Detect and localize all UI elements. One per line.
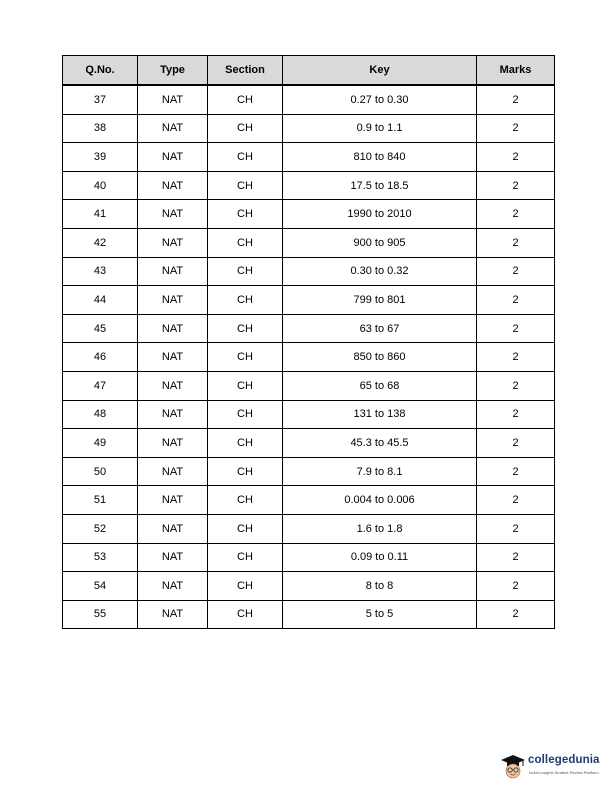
cell-key: 8 to 8 — [283, 572, 477, 601]
brand-name: collegedunia — [528, 754, 600, 766]
cell-qno: 53 — [63, 543, 138, 572]
header-type: Type — [138, 56, 208, 86]
cell-qno: 47 — [63, 371, 138, 400]
table-row — [63, 572, 555, 601]
table-row — [63, 257, 555, 286]
brand-logo-block — [498, 752, 610, 782]
cell-type: NAT — [138, 200, 208, 229]
table-row — [63, 171, 555, 200]
cell-type: NAT — [138, 114, 208, 143]
table-row — [63, 486, 555, 515]
cell-qno: 38 — [63, 114, 138, 143]
cell-section: CH — [208, 314, 283, 343]
cell-marks: 2 — [477, 457, 555, 486]
table-row — [63, 228, 555, 257]
cell-section: CH — [208, 114, 283, 143]
table-row — [63, 143, 555, 172]
table-row — [63, 286, 555, 315]
table-row — [63, 457, 555, 486]
cell-key: 45.3 to 45.5 — [283, 429, 477, 458]
table-row — [63, 600, 555, 629]
table-row — [63, 85, 555, 114]
cell-marks: 2 — [477, 400, 555, 429]
cell-type: NAT — [138, 400, 208, 429]
cell-section: CH — [208, 143, 283, 172]
cell-qno: 49 — [63, 429, 138, 458]
cell-section: CH — [208, 228, 283, 257]
cell-section: CH — [208, 257, 283, 286]
cell-marks: 2 — [477, 200, 555, 229]
cell-marks: 2 — [477, 371, 555, 400]
table-row — [63, 514, 555, 543]
cell-type: NAT — [138, 543, 208, 572]
cell-section: CH — [208, 600, 283, 629]
cell-type: NAT — [138, 343, 208, 372]
cell-marks: 2 — [477, 486, 555, 515]
cell-section: CH — [208, 85, 283, 114]
cell-marks: 2 — [477, 85, 555, 114]
table-row — [63, 343, 555, 372]
cell-marks: 2 — [477, 143, 555, 172]
cell-qno: 54 — [63, 572, 138, 601]
header-marks: Marks — [477, 56, 555, 86]
cell-section: CH — [208, 572, 283, 601]
cell-qno: 52 — [63, 514, 138, 543]
cell-key: 0.9 to 1.1 — [283, 114, 477, 143]
cell-marks: 2 — [477, 286, 555, 315]
cell-marks: 2 — [477, 572, 555, 601]
cell-key: 900 to 905 — [283, 228, 477, 257]
cell-marks: 2 — [477, 228, 555, 257]
cell-qno: 50 — [63, 457, 138, 486]
header-row — [63, 56, 555, 86]
cell-qno: 45 — [63, 314, 138, 343]
cell-qno: 42 — [63, 228, 138, 257]
table-body — [63, 85, 555, 629]
table-row — [63, 114, 555, 143]
brand-tagline: India's largest Student Review Platform — [529, 770, 599, 775]
cell-qno: 51 — [63, 486, 138, 515]
table-row — [63, 543, 555, 572]
table-row — [63, 429, 555, 458]
cell-section: CH — [208, 514, 283, 543]
cell-section: CH — [208, 457, 283, 486]
cell-section: CH — [208, 286, 283, 315]
cell-type: NAT — [138, 228, 208, 257]
cell-key: 850 to 860 — [283, 343, 477, 372]
cell-type: NAT — [138, 429, 208, 458]
cell-section: CH — [208, 400, 283, 429]
cell-key: 799 to 801 — [283, 286, 477, 315]
cell-qno: 55 — [63, 600, 138, 629]
cell-type: NAT — [138, 514, 208, 543]
header-qno: Q.No. — [63, 56, 138, 86]
table-row — [63, 371, 555, 400]
cell-type: NAT — [138, 457, 208, 486]
cell-type: NAT — [138, 286, 208, 315]
cell-section: CH — [208, 486, 283, 515]
cell-marks: 2 — [477, 514, 555, 543]
cell-marks: 2 — [477, 114, 555, 143]
cell-section: CH — [208, 429, 283, 458]
cell-type: NAT — [138, 600, 208, 629]
cell-marks: 2 — [477, 171, 555, 200]
header-section: Section — [208, 56, 283, 86]
cell-key: 131 to 138 — [283, 400, 477, 429]
cell-qno: 39 — [63, 143, 138, 172]
cell-type: NAT — [138, 371, 208, 400]
cell-key: 1.6 to 1.8 — [283, 514, 477, 543]
cell-key: 7.9 to 8.1 — [283, 457, 477, 486]
cell-type: NAT — [138, 572, 208, 601]
cell-marks: 2 — [477, 543, 555, 572]
answer-key-table — [62, 55, 555, 629]
cell-marks: 2 — [477, 600, 555, 629]
cell-key: 0.30 to 0.32 — [283, 257, 477, 286]
cell-key: 63 to 67 — [283, 314, 477, 343]
cell-key: 5 to 5 — [283, 600, 477, 629]
cell-key: 17.5 to 18.5 — [283, 171, 477, 200]
cell-qno: 40 — [63, 171, 138, 200]
cell-qno: 44 — [63, 286, 138, 315]
cell-type: NAT — [138, 85, 208, 114]
cell-key: 65 to 68 — [283, 371, 477, 400]
cell-key: 0.27 to 0.30 — [283, 85, 477, 114]
cell-section: CH — [208, 343, 283, 372]
cell-marks: 2 — [477, 343, 555, 372]
cell-section: CH — [208, 200, 283, 229]
table-row — [63, 200, 555, 229]
table-header — [63, 56, 555, 86]
cell-key: 0.004 to 0.006 — [283, 486, 477, 515]
table-row — [63, 314, 555, 343]
cell-qno: 46 — [63, 343, 138, 372]
cell-type: NAT — [138, 486, 208, 515]
cell-section: CH — [208, 171, 283, 200]
cell-key: 1990 to 2010 — [283, 200, 477, 229]
cell-marks: 2 — [477, 429, 555, 458]
cell-type: NAT — [138, 171, 208, 200]
cell-qno: 37 — [63, 85, 138, 114]
cell-type: NAT — [138, 143, 208, 172]
cell-section: CH — [208, 543, 283, 572]
cell-qno: 48 — [63, 400, 138, 429]
cell-marks: 2 — [477, 314, 555, 343]
table-row — [63, 400, 555, 429]
cell-key: 0.09 to 0.11 — [283, 543, 477, 572]
student-mascot-icon — [498, 754, 526, 780]
cell-qno: 41 — [63, 200, 138, 229]
cell-key: 810 to 840 — [283, 143, 477, 172]
cell-type: NAT — [138, 314, 208, 343]
cell-type: NAT — [138, 257, 208, 286]
cell-marks: 2 — [477, 257, 555, 286]
cell-qno: 43 — [63, 257, 138, 286]
cell-section: CH — [208, 371, 283, 400]
header-key: Key — [283, 56, 477, 86]
